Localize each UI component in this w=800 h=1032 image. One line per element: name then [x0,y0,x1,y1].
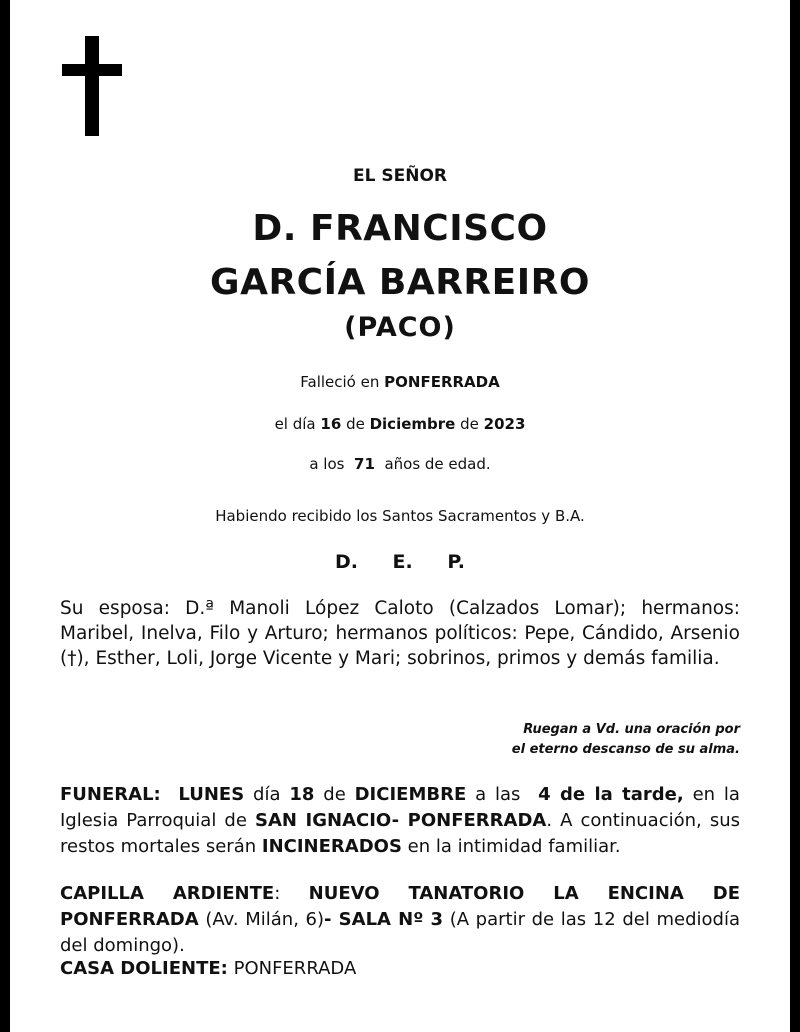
chapel-paragraph: CAPILLA ARDIENTE: NUEVO TANATORIO LA ENCINA DE PONFERRADA (Av. Milán, 6)- SALA Nº 3 (A partir de las 12 del mediodía del domingo). [60,883,740,956]
death-place: PONFERRADA [384,373,500,391]
nickname: (PACO) [344,312,456,343]
age-line: a los 71 años de edad. [309,455,491,473]
dep-heading: D. E. P. [334,551,466,573]
right-border [790,0,800,1032]
funeral-paragraph: FUNERAL: LUNES día 18 de DICIEMBRE a las 4 de la tarde, en la Iglesia Parroquial de SAN IGNACIO- PONFERRADA. A continuación, sus restos mortales serán INCINERADOS en la intimidad familiar. [60,784,740,857]
deceased-name-line1: D. FRANCISCO [252,208,548,249]
family-paragraph: Su esposa: D.ª Manoli López Caloto (Calzados Lomar); hermanos: Maribel, Inelva, Filo y Arturo; hermanos políticos: Pepe, Cándido, Arsenio (†), Esther, Loli, Jorge Vicente y Mari; sobrinos, primos y demás familia. [60,598,740,669]
church: SAN IGNACIO- PONFERRADA [254,810,547,831]
left-border [0,0,10,1032]
death-day: 16 [320,415,342,433]
cross-icon [62,36,122,136]
home-paragraph: CASA DOLIENTE: PONFERRADA [60,958,357,979]
death-month: Diciembre [369,415,456,433]
sacraments-line: Habiendo recibido los Santos Sacramentos y B.A. [215,507,585,525]
death-place-line: Falleció en PONFERRADA [300,373,500,391]
prayer-request: Ruegan a Vd. una oración por el eterno descanso de su alma. [511,722,740,757]
obituary-page [10,0,790,1032]
deceased-name-line2: GARCÍA BARREIRO [210,262,590,303]
death-year: 2023 [483,415,526,433]
title: EL SEÑOR [353,166,447,186]
age: 71 [354,455,375,473]
death-date-line: el día 16 de Diciembre de 2023 [274,415,526,433]
